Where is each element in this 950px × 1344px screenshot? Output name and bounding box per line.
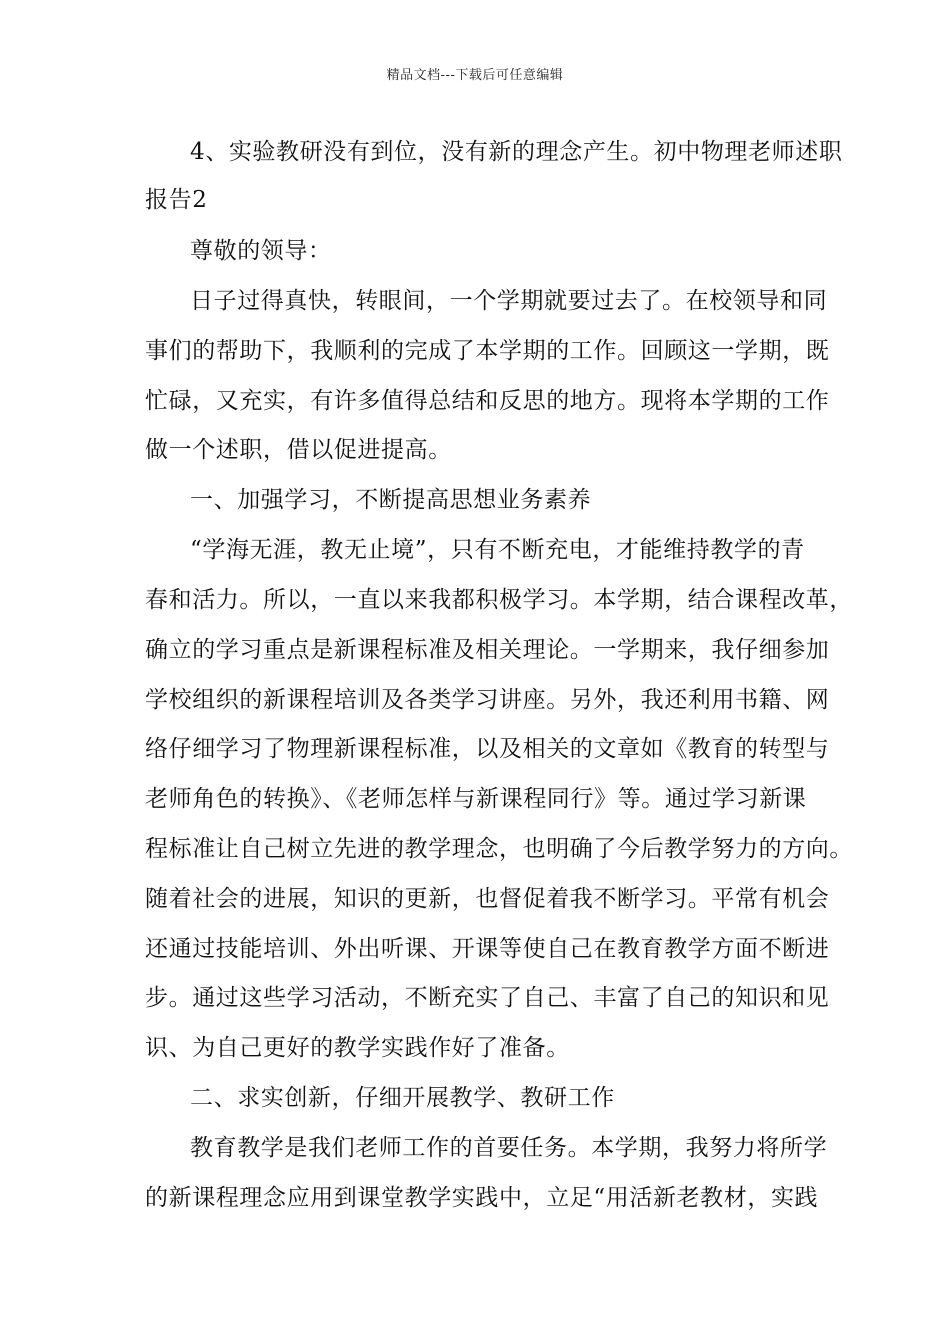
text-line: “学海无涯，教无止境”，只有不断充电，才能维持教学的青: [190, 537, 805, 563]
text-line: 事们的帮助下，我顺利的完成了本学期的工作。回顾这一学期，既: [145, 338, 830, 364]
text-line: 确立的学习重点是新课程标准及相关理论。一学期来，我仔细参加: [145, 637, 830, 663]
text-line: 学校组织的新课程培训及各类学习讲座。另外，我还利用书籍、网: [145, 687, 830, 713]
text-line: 做一个述职，借以促进提高。: [145, 437, 452, 463]
text-line: 春和活力。所以，一直以来我都积极学习。本学期，结合课程改革，: [145, 587, 853, 613]
text-line: 忙碌，又充实，有许多值得总结和反思的地方。现将本学期的工作: [145, 388, 830, 414]
salutation: 尊敬的领导：: [190, 238, 332, 264]
text-line: 的新课程理念应用到课堂教学实践中，立足“用活新老教材，实践: [145, 1185, 819, 1211]
text-line: 日子过得真快，转眼间，一个学期就要过去了。在校领导和同: [190, 288, 828, 314]
text-line: 随着社会的进展，知识的更新，也督促着我不断学习。平常有机会: [145, 886, 830, 912]
page-header: 精品文档---下载后可任意编辑: [386, 68, 564, 83]
section-heading: 二、求实创新，仔细开展教学、教研工作: [190, 1085, 615, 1111]
text-line: 步。通过这些学习活动，不断充实了自己、丰富了自己的知识和见: [145, 985, 830, 1011]
text-line: 老师角色的转换》、《老师怎样与新课程同行》等。通过学习新课: [145, 786, 807, 812]
text-line: 识、为自己更好的教学实践作好了准备。: [145, 1035, 570, 1061]
text-line: 络仔细学习了物理新课程标准，以及相关的文章如《教育的转型与: [145, 736, 830, 762]
text-line: 教育教学是我们老师工作的首要任务。本学期，我努力将所学: [190, 1135, 828, 1161]
text-line: 4、实验教研没有到位，没有新的理念产生。初中物理老师述职: [190, 139, 843, 165]
text-line: 程标准让自己树立先进的教学理念，也明确了今后教学努力的方向。: [145, 836, 853, 862]
section-heading: 一、加强学习，不断提高思想业务素养: [190, 487, 592, 513]
text-line: 还通过技能培训、外出听课、开课等使自己在教育教学方面不断进: [145, 936, 830, 962]
text-line: 报告2: [145, 187, 208, 213]
